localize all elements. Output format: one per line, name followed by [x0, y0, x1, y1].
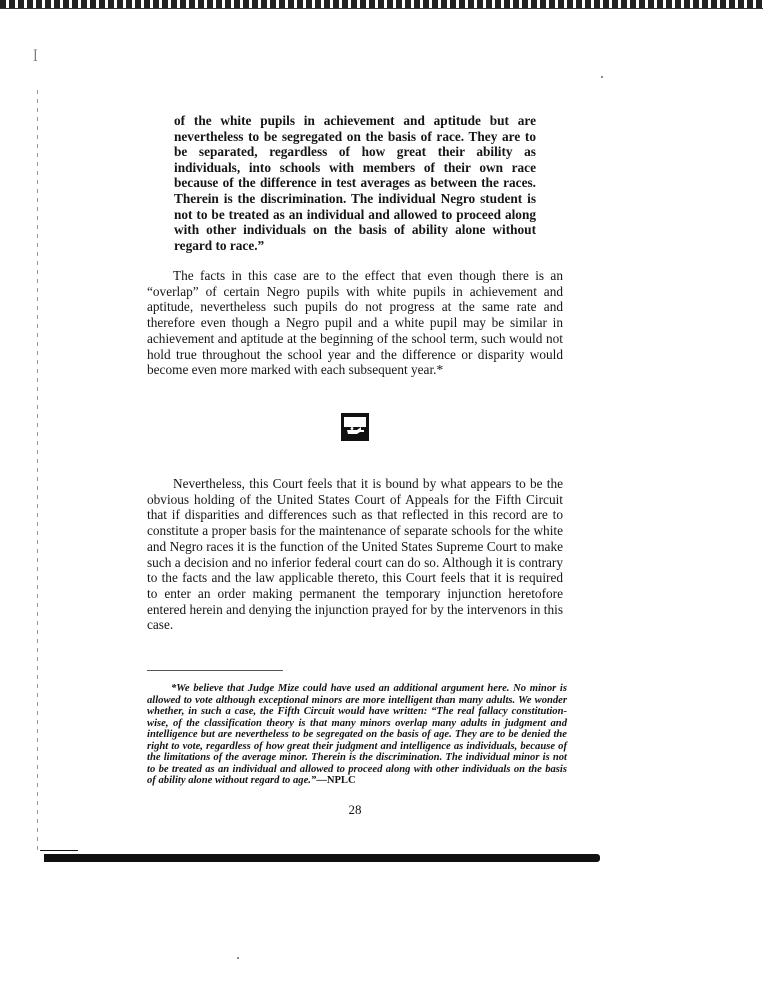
- footnote-signature: —NPLC: [316, 775, 356, 786]
- body-paragraph-2: Nevertheless, this Court feels that it is bound by what appears to be the obvious holding of the United States Court of Appeals for the Fifth Circuit that if disparities and differences such as that reflected in this record are to constitute a proper basis for the maintenance of separate schools for the white and Negro races it is the function of the United States Supreme Court to make such a decision and no inferior federal court can do so. Although it is contrary to the facts and the law applicable thereto, this Court feels that it is required to enter an order making permanent the temporary injunction heretofore entered herein and denying the injunction prayed for by the intervenors in this case.: [147, 476, 563, 633]
- scan-artifact-mark: ꟾ: [33, 50, 38, 64]
- scan-bottom-bar: [44, 854, 600, 862]
- scan-margin-line: [37, 90, 38, 850]
- scan-artifact-dot: [237, 957, 239, 959]
- scan-artifact-dot: [601, 76, 603, 78]
- footnote: [147, 683, 567, 787]
- footnote-text: *We believe that Judge Mize could have used an additional argument here. No minor is allowed to vote although exceptional minors are more intelligent than many adults. We wonder whether, in such a case, the Fifth Circuit would have written: “The real fallacy constitution-wise, of the classification theory is that many minors overlap many adults in judgment and intelligence but are nevertheless to be segregated on the basis of age. They are to be denied the right to vote, regardless of how great their judgment and intelligence as individuals, because of the limitations of the average minor. Therein is the discrimination. The individual minor is not to be treated as an individual and allowed to proceed along with other individuals on the basis of ability alone without regard to age.”: [147, 683, 567, 786]
- page-number: 28: [348, 802, 362, 817]
- footnote-divider: [147, 670, 283, 671]
- scan-top-border: [0, 0, 763, 9]
- quoted-passage: of the white pupils in achievement and aptitude but are nevertheless to be segregated on the basis of race. They are to be separated, regardless of how great their ability as individuals, into schools with members of their own race because of the difference in test averages as between the races. Therein is the discrimination. The individual Negro student is not to be treated as an individual and allowed to proceed along with other individuals on the basis of ability alone without regard to race.”: [174, 113, 536, 253]
- body-paragraph-1: The facts in this case are to the effect that even though there is an “overlap” of certain Negro pupils with white pupils in achievement and aptitude, nevertheless such pupils do not progress at the same rate and therefore even though a Negro pupil and a white pupil may be similar in achievement and aptitude at the beginning of the school term, such would not hold true throughout the school year and the difference or disparity would become even more marked with each subsequent year.*: [147, 268, 563, 378]
- lamp-icon: [341, 413, 369, 441]
